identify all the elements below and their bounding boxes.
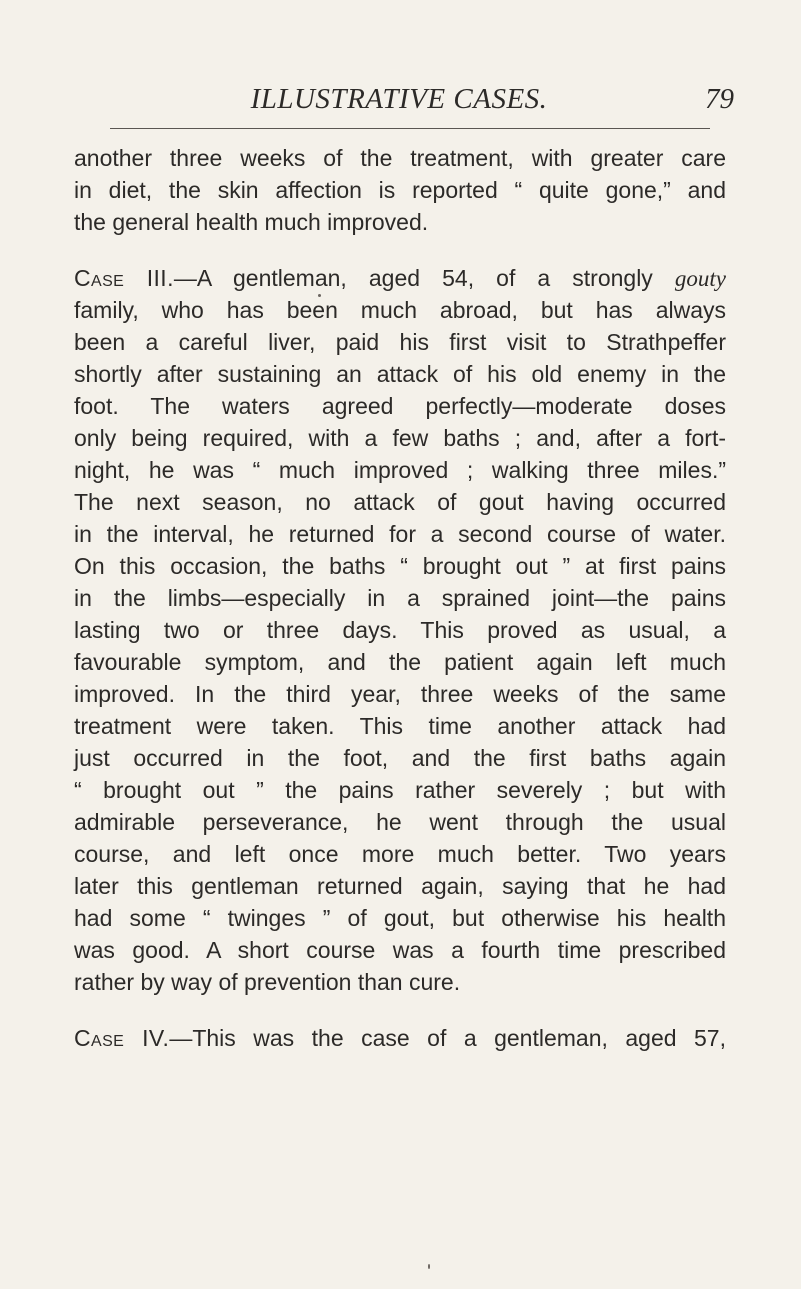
print-speck bbox=[318, 294, 321, 297]
case-label: Case III. bbox=[74, 265, 174, 291]
text-line: had some “ twinges ” of gout, but otherwise his health bbox=[74, 905, 726, 931]
text-line: another three weeks of the treatment, with greater care bbox=[74, 145, 726, 171]
running-title: ILLUSTRATIVE CASES. bbox=[250, 83, 548, 115]
text-line: The next season, no attack of gout having occurred bbox=[74, 489, 726, 515]
text-line: “ brought out ” the pains rather severely ; but with bbox=[74, 777, 726, 803]
case-text: —A gentleman, aged 54, of a strongly bbox=[173, 265, 675, 291]
header-rule bbox=[110, 128, 710, 129]
paragraph-gap bbox=[74, 998, 726, 1022]
text-line: the general health much improved. bbox=[74, 209, 429, 235]
text-line: night, he was “ much improved ; walking three miles.” bbox=[74, 457, 726, 483]
text-line: was good. A short course was a fourth time prescribed bbox=[74, 937, 726, 963]
italic-word: gouty bbox=[674, 266, 726, 291]
text-line: in diet, the skin affection is reported “ quite gone,” and bbox=[74, 177, 726, 203]
text-line: just occurred in the foot, and the first baths again bbox=[74, 745, 726, 771]
text-line: only being required, with a few baths ; and, after a fort- bbox=[74, 425, 726, 451]
body-text bbox=[74, 142, 726, 1054]
text-line: in the limbs—especially in a sprained joint—the pains bbox=[74, 585, 726, 611]
case-label: Case IV. bbox=[74, 1025, 170, 1051]
text-line: foot. The waters agreed perfectly—moderate doses bbox=[74, 393, 726, 419]
text-line: in the interval, he returned for a second course of water. bbox=[74, 521, 726, 547]
text-line bbox=[74, 1022, 726, 1054]
text-line: On this occasion, the baths “ brought out ” at first pains bbox=[74, 553, 726, 579]
text-line: admirable perseverance, he went through the usual bbox=[74, 809, 726, 835]
case-text: —This was the case of a gentleman, aged 57, bbox=[169, 1025, 726, 1051]
running-head bbox=[74, 82, 734, 122]
page-number: 79 bbox=[705, 83, 734, 115]
text-line: later this gentleman returned again, saying that he had bbox=[74, 873, 726, 899]
text-line: been a careful liver, paid his first visit to Strathpeffer bbox=[74, 329, 726, 355]
print-speck bbox=[428, 1264, 430, 1269]
text-line: lasting two or three days. This proved as usual, a bbox=[74, 617, 726, 643]
text-line: family, who has been much abroad, but has always bbox=[74, 297, 726, 323]
text-line: rather by way of prevention than cure. bbox=[74, 969, 461, 995]
text-line bbox=[74, 262, 726, 294]
text-line: shortly after sustaining an attack of his old enemy in the bbox=[74, 361, 726, 387]
text-line: course, and left once more much better. Two years bbox=[74, 841, 726, 867]
text-line: improved. In the third year, three weeks of the same bbox=[74, 681, 726, 707]
text-line: favourable symptom, and the patient again left much bbox=[74, 649, 726, 675]
paragraph-gap bbox=[74, 238, 726, 262]
text-line: treatment were taken. This time another attack had bbox=[74, 713, 726, 739]
